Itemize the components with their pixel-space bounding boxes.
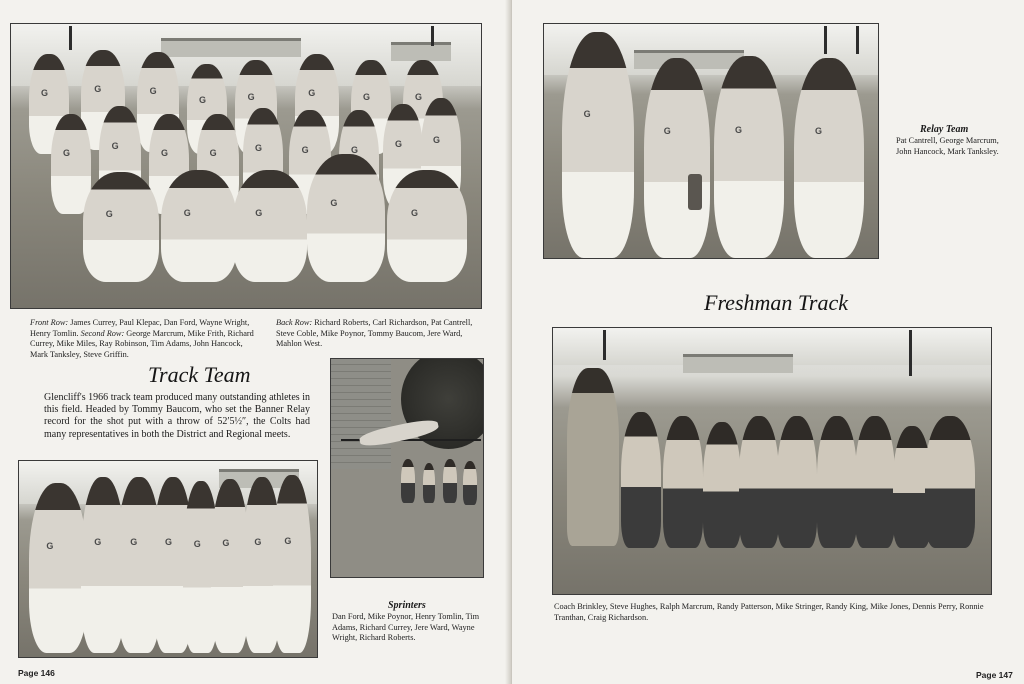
back-row-label: Back Row:: [276, 318, 313, 327]
relay-team-photo: [543, 23, 879, 259]
relay-names: Pat Cantrell, George Marcrum, John Hancock, Mark Tanksley.: [896, 136, 999, 156]
page-number-left: Page 146: [18, 668, 55, 678]
sprinters-photo: [18, 460, 318, 658]
relay-heading: Relay Team: [920, 124, 969, 135]
back-row-names: Richard Roberts, Carl Richardson, Pat Cantrell, Steve Coble, Mike Poynor, Tommy Baucom, Jere Ward, Mahlon West.: [276, 318, 473, 348]
section-title-track-team: Track Team: [148, 362, 251, 387]
track-team-body-text: Glencliff's 1966 track team produced many outstanding athletes in this field. Headed by Tommy Baucom, who set the Banner Relay record for the shot put with a throw of 52′5½″, the Colts had many representatives in both the District and Regional meets.: [44, 392, 310, 440]
high-jump-photo: [330, 358, 484, 578]
team-photo: [10, 23, 482, 309]
front-row-names: James Currey, Paul Klepac, Dan Ford, Wayne Wright, Henry Tomlin.: [30, 318, 250, 338]
freshman-team-photo: [552, 327, 992, 595]
sprinters-names: Dan Ford, Mike Poynor, Henry Tomlin, Tim Adams, Richard Currey, Jere Ward, Wayne Wright, Richard Roberts.: [332, 612, 480, 642]
section-title-freshman-track: Freshman Track: [704, 290, 849, 315]
second-row-label: Second Row:: [80, 328, 125, 338]
team-photo-caption-left: [30, 318, 260, 360]
team-photo-caption-right: [276, 318, 476, 350]
front-row-label: Front Row:: [30, 318, 69, 327]
right-page: [512, 0, 1024, 684]
left-page: [0, 0, 510, 684]
second-row-names: George Marcrum, Mike Frith, Richard Currey, Mike Miles, Ray Robinson, Tim Adams, John Hancock, Mark Tanksley, Steve Griffin.: [30, 328, 254, 359]
page-number-right: Page 147: [976, 670, 1013, 680]
freshman-caption: Coach Brinkley, Steve Hughes, Ralph Marcrum, Randy Patterson, Mike Stringer, Randy King, Mike Jones, Dennis Perry, Ronnie Tranthan, Craig Richardson.: [554, 602, 984, 622]
trophy-icon: [688, 174, 702, 210]
sprinters-heading: Sprinters: [388, 600, 426, 611]
